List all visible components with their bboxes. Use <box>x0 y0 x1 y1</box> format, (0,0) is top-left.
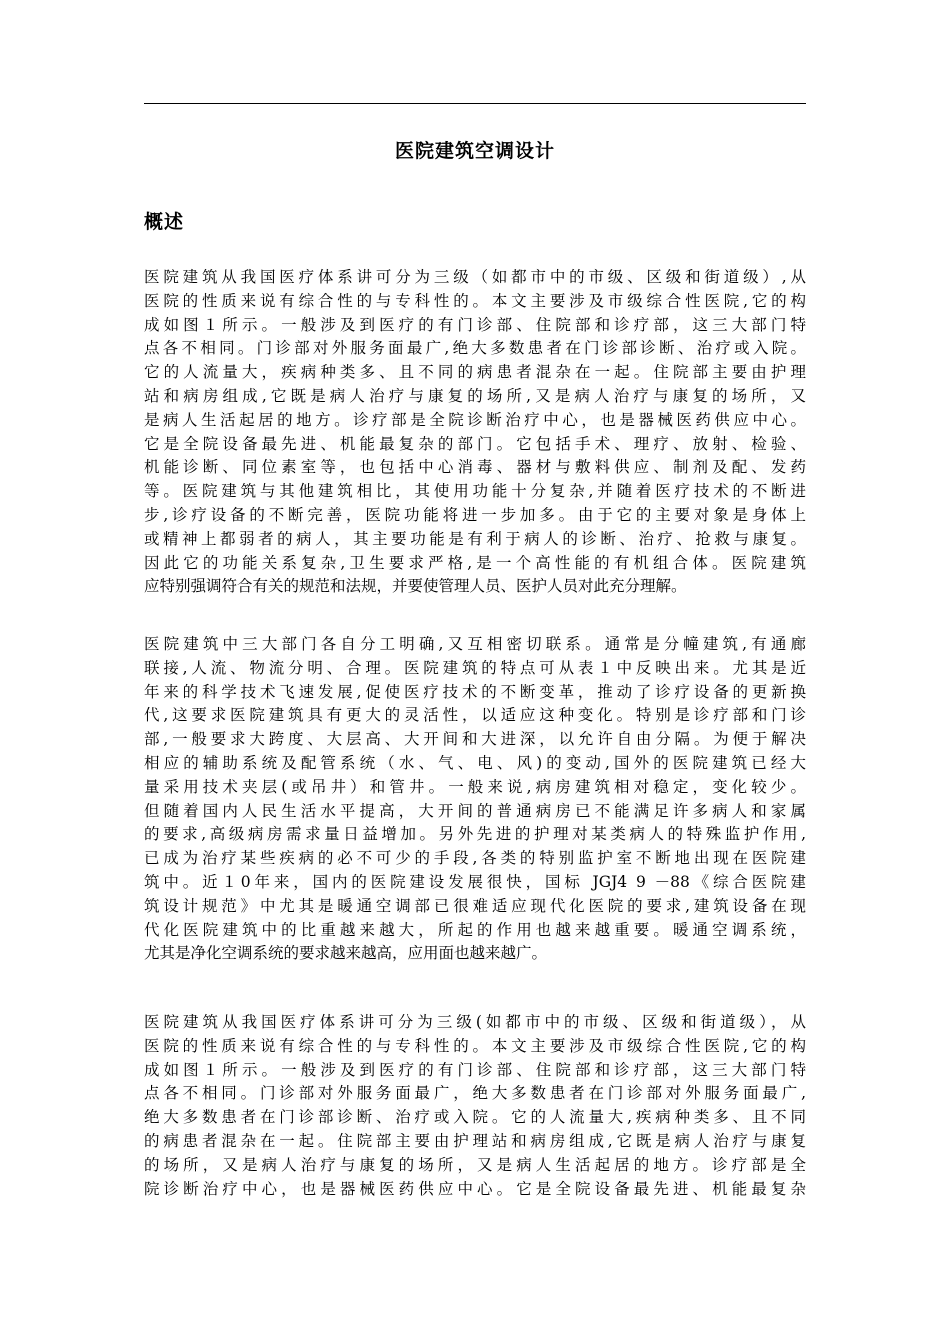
paragraph-line: 或精神上都弱者的病人，其主要功能是有利于病人的诊断、治疗、抢救与康复。 <box>144 529 806 548</box>
paragraph-line: 院诊断治疗中心，也是器械医药供应中心。它是全院设备最先进、机能最复杂 <box>144 1179 806 1198</box>
paragraph-line: 相应的辅助系统及配管系统（水、气、电、风)的变动,国外的医院建筑已经大 <box>144 753 806 772</box>
paragraph-line: 代化医院建筑中的比重越来越大，所起的作用也越来越重要。暖通空调系统， <box>144 920 806 939</box>
paragraph-line: 机能诊断、同位素室等，也包括中心消毒、器材与敷料供应、制剂及配、发药 <box>144 458 806 477</box>
document-page <box>144 0 806 1344</box>
paragraph-line: 的病患者混杂在一起。住院部主要由护理站和病房组成,它既是病人治疗与康复 <box>144 1131 806 1150</box>
document-title: 医院建筑空调设计 <box>394 140 555 162</box>
paragraph-line: 因此它的功能关系复杂,卫生要求严格,是一个高性能的有机组合体。医院建筑 <box>144 553 806 572</box>
paragraph-line: 的要求,高级病房需求量日益增加。另外先进的护理对某类病人的特殊监护作用, <box>144 825 806 844</box>
paragraph-line: 应特别强调符合有关的规范和法规，并要使管理人员、医护人员对此充分理解。 <box>144 577 687 596</box>
paragraph-line: 站和病房组成,它既是病人治疗与康复的场所,又是病人治疗与康复的场所，又 <box>144 386 806 405</box>
paragraph-line: 部,一般要求大跨度、大层高、大开间和大进深，以允许自由分隔。为便于解决 <box>144 730 806 749</box>
paragraph-2 <box>144 633 806 966</box>
paragraph-line: 代,这要求医院建筑具有更大的灵活性，以适应这种变化。特别是诊疗部和门诊 <box>144 706 806 725</box>
paragraph-line: 成如图１所示。一般涉及到医疗的有门诊部、住院部和诊疗部，这三大部门特 <box>144 315 806 334</box>
paragraph-line: 点各不相同。门诊部对外服务面最广，绝大多数患者在门诊部对外服务面最广, <box>144 1084 806 1103</box>
paragraph-line: 已成为治疗某些疾病的必不可少的手段,各类的特别监护室不断地出现在医院建 <box>144 849 806 868</box>
paragraph-line: 筑中。近１0年来，国内的医院建设发展很快，国标 JGJ4 9 －88《综合医院建 <box>144 872 806 891</box>
paragraph-line: 医院建筑从我国医疗体系讲可分为三级（如都市中的市级、区级和街道级）,从 <box>144 268 806 286</box>
paragraph-line: 它的人流量大，疾病种类多、且不同的病患者混杂在一起。住院部主要由护理 <box>144 363 806 382</box>
paragraph-line: 医院的性质来说有综合性的与专科性的。本文主要涉及市级综合性医院,它的构 <box>144 1036 806 1055</box>
paragraph-line: 尤其是净化空调系统的要求越来越高，应用面也越来越广。 <box>144 944 548 963</box>
paragraph-line: 医院建筑中三大部门各自分工明确,又互相密切联系。通常是分幢建筑,有通廊 <box>144 635 806 653</box>
paragraph-line: 绝大多数患者在门诊部诊断、治疗或入院。它的人流量大,疾病种类多、且不同 <box>144 1108 806 1127</box>
paragraph-line: 但随着国内人民生活水平提高，大开间的普通病房已不能满足许多病人和家属 <box>144 801 806 820</box>
paragraph-line: 成如图１所示。一般涉及到医疗的有门诊部、住院部和诊疗部，这三大部门特 <box>144 1060 806 1079</box>
paragraph-line: 它是全院设备最先进、机能最复杂的部门。它包括手术、理疗、放射、检验、 <box>144 434 806 453</box>
paragraph-line: 年来的科学技术飞速发展,促使医疗技术的不断变革，推动了诊疗设备的更新换 <box>144 682 806 701</box>
paragraph-line: 是病人生活起居的地方。诊疗部是全院诊断治疗中心，也是器械医药供应中心。 <box>144 410 806 429</box>
paragraph-line: 量采用技术夹层(或吊井）和管井。一般来说,病房建筑相对稳定，变化较少。 <box>144 777 806 796</box>
paragraph-line: 等。医院建筑与其他建筑相比，其使用功能十分复杂,并随着医疗技术的不断进 <box>144 482 806 501</box>
paragraph-line: 筑设计规范》中尤其是暖通空调部已很难适应现代化医院的要求,建筑设备在现 <box>144 896 806 915</box>
paragraph-line: 的场所，又是病人治疗与康复的场所，又是病人生活起居的地方。诊疗部是全 <box>144 1155 806 1174</box>
paragraph-1 <box>144 266 806 599</box>
paragraph-line: 步,诊疗设备的不断完善，医院功能将进一步加多。由于它的主要对象是身体上 <box>144 505 806 524</box>
paragraph-3 <box>144 1011 806 1201</box>
section-heading-overview: 概述 <box>144 211 185 233</box>
paragraph-line: 联接,人流、物流分明、合理。医院建筑的特点可从表１中反映出来。尤其是近 <box>144 658 806 677</box>
paragraph-line: 点各不相同。门诊部对外服务面最广,绝大多数患者在门诊部诊断、治疗或入院。 <box>144 339 806 358</box>
paragraph-line: 医院建筑从我国医疗体系讲可分为三级(如都市中的市级、区级和街道级），从 <box>144 1013 806 1031</box>
header-rule <box>144 103 806 104</box>
paragraph-line: 医院的性质来说有综合性的与专科性的。本文主要涉及市级综合性医院,它的构 <box>144 291 806 310</box>
